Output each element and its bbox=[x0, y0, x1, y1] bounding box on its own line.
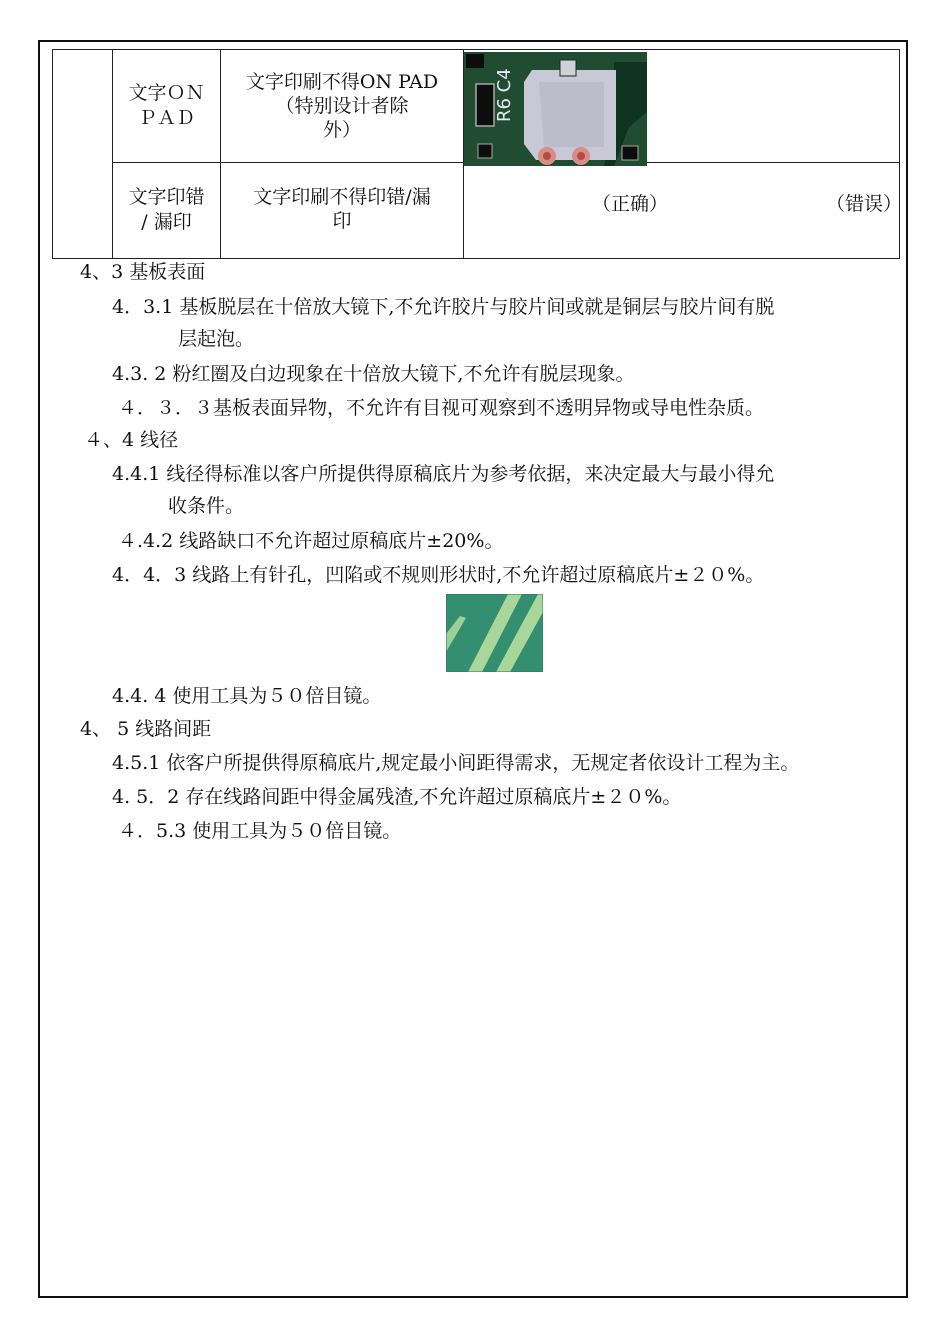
wrong-label: （错误） bbox=[826, 193, 903, 215]
section-heading-4-3: 4、3 基板表面 bbox=[80, 261, 206, 283]
standard-cell bbox=[221, 50, 464, 163]
item-line: 文字印错 bbox=[128, 186, 205, 208]
clause-4-4-4: 4.4. 4 使用工具为５０倍目镜。 bbox=[112, 685, 382, 707]
clause-4-4-2: ４.4.2 线路缺口不允许超过原稿底片±20%。 bbox=[118, 530, 504, 552]
item-line: 文字ＯＮ bbox=[128, 82, 205, 104]
clause-4-3-1-cont: 层起泡。 bbox=[178, 328, 255, 350]
table-row bbox=[53, 50, 900, 163]
standard-line: （特别设计者除 bbox=[275, 95, 409, 117]
clause-4-3-3: ４．３．３基板表面异物，不允许有目视可观察到不透明异物或导电性杂质。 bbox=[118, 397, 765, 419]
clause-4-5-2: 4. 5．2 存在线路间距中得金属残渣,不允许超过原稿底片±２０%。 bbox=[112, 786, 682, 808]
clause-4-4-3: 4．4．3 线路上有针孔，凹陷或不规则形状时,不允许超过原稿底片±２０%。 bbox=[112, 564, 765, 586]
pcb-closeup-image bbox=[464, 52, 647, 166]
inspection-table bbox=[52, 49, 903, 259]
clause-4-5-3: ４．5.3 使用工具为５０倍目镜。 bbox=[118, 820, 402, 842]
correct-label: （正确） bbox=[592, 193, 669, 215]
standard-cell bbox=[221, 163, 464, 259]
clause-4-4-1: 4.4.1 线径得标准以客户所提供得原稿底片为参考依据，来决定最大与最小得允 bbox=[112, 463, 775, 485]
photo-cell bbox=[464, 50, 900, 163]
standard-line: 文字印刷不得印错/漏 bbox=[253, 186, 431, 208]
clause-4-3-2: 4.3. 2 粉红圈及白边现象在十倍放大镜下,不允许有脱层现象。 bbox=[112, 363, 635, 385]
item-line: ＰＡＤ bbox=[137, 107, 195, 129]
standard-line: 外） bbox=[322, 119, 361, 141]
clause-4-5-1: 4.5.1 依客户所提供得原稿底片,规定最小间距得需求，无规定者依设计工程为主。 bbox=[112, 752, 800, 774]
blank-cell bbox=[53, 50, 113, 259]
standard-line: 印 bbox=[332, 210, 352, 232]
section-heading-4-5: 4、 5 线路间距 bbox=[80, 718, 212, 740]
section-heading-4-4: ４、4 线径 bbox=[84, 429, 179, 451]
trace-closeup-image bbox=[446, 594, 543, 672]
clause-4-4-1-cont: 收条件。 bbox=[168, 495, 245, 517]
table-row bbox=[53, 163, 900, 259]
item-cell bbox=[113, 50, 221, 163]
item-line: / 漏印 bbox=[141, 211, 192, 233]
result-cell bbox=[464, 163, 903, 259]
standard-line: 文字印刷不得ON PAD bbox=[245, 71, 439, 93]
pcb-silkscreen-text: R6 C4 bbox=[494, 68, 515, 122]
clause-4-3-1: 4．3.1 基板脱层在十倍放大镜下,不允许胶片与胶片间或就是铜层与胶片间有脱 bbox=[112, 296, 775, 318]
item-cell bbox=[113, 163, 221, 259]
